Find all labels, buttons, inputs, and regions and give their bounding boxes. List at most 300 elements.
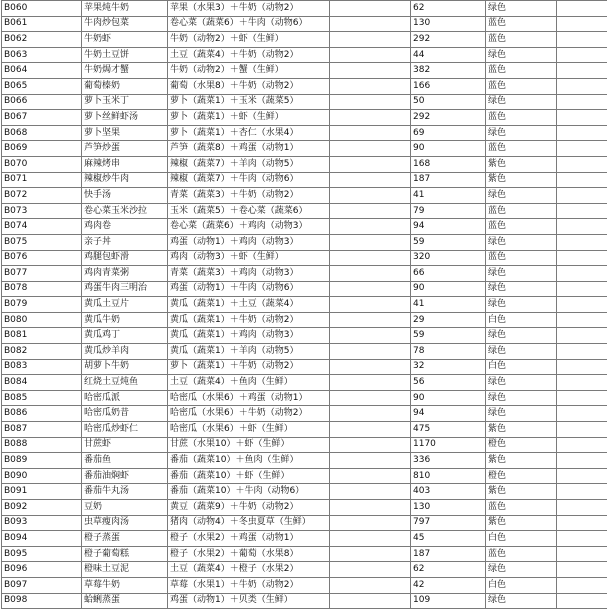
empty-cell[interactable] bbox=[557, 437, 607, 453]
recipe-price-cell[interactable]: 810 bbox=[411, 468, 486, 484]
table-row bbox=[2, 125, 607, 141]
recipe-color-cell[interactable]: 绿色 bbox=[486, 47, 557, 63]
recipe-formula-cell[interactable]: 葡萄（水果8）＋牛奶（动物2） bbox=[168, 78, 330, 94]
recipe-price-cell[interactable]: 166 bbox=[411, 78, 486, 94]
empty-cell[interactable] bbox=[330, 47, 411, 63]
empty-cell[interactable] bbox=[557, 484, 607, 500]
empty-cell[interactable] bbox=[557, 203, 607, 219]
empty-cell[interactable] bbox=[330, 125, 411, 141]
table-row bbox=[2, 312, 607, 328]
recipe-color-cell[interactable]: 绿色 bbox=[486, 234, 557, 250]
recipe-name-cell[interactable]: 番茄鱼 bbox=[82, 453, 168, 469]
empty-cell[interactable] bbox=[557, 468, 607, 484]
empty-cell[interactable] bbox=[330, 141, 411, 157]
table-row bbox=[2, 110, 607, 126]
recipe-name-cell[interactable]: 鸡蛋牛肉三明治 bbox=[82, 281, 168, 297]
recipe-id-cell[interactable]: B083 bbox=[2, 359, 82, 375]
recipe-id-cell[interactable]: B068 bbox=[2, 125, 82, 141]
recipe-name-cell[interactable]: 草莓牛奶 bbox=[82, 577, 168, 593]
empty-cell[interactable] bbox=[330, 484, 411, 500]
empty-cell[interactable] bbox=[330, 188, 411, 204]
recipe-price-cell[interactable]: 79 bbox=[411, 203, 486, 219]
empty-cell[interactable] bbox=[557, 32, 607, 48]
recipe-price-cell[interactable]: 90 bbox=[411, 281, 486, 297]
table-row bbox=[2, 78, 607, 94]
recipe-price-cell[interactable]: 94 bbox=[411, 406, 486, 422]
empty-cell[interactable] bbox=[330, 468, 411, 484]
recipe-formula-cell[interactable]: 黄瓜（蔬菜1）＋鸡肉（动物3） bbox=[168, 328, 330, 344]
recipe-id-cell[interactable]: B079 bbox=[2, 297, 82, 313]
table-row bbox=[2, 156, 607, 172]
recipe-name-cell[interactable]: 牛奶焗才蟹 bbox=[82, 63, 168, 79]
recipe-price-cell[interactable]: 59 bbox=[411, 234, 486, 250]
recipe-id-cell[interactable]: B098 bbox=[2, 593, 82, 609]
recipe-name-cell[interactable]: 苹果炖牛奶 bbox=[82, 1, 168, 17]
empty-cell[interactable] bbox=[557, 125, 607, 141]
recipe-name-cell[interactable]: 牛肉炒包菜 bbox=[82, 16, 168, 32]
recipe-name-cell[interactable]: 虫草瘦肉汤 bbox=[82, 515, 168, 531]
recipe-name-cell[interactable]: 亲子丼 bbox=[82, 234, 168, 250]
recipe-id-cell[interactable]: B085 bbox=[2, 390, 82, 406]
recipe-price-cell[interactable]: 797 bbox=[411, 515, 486, 531]
recipe-formula-cell[interactable]: 鸡蛋（动物1）＋鸡肉（动物3） bbox=[168, 234, 330, 250]
empty-cell[interactable] bbox=[557, 344, 607, 360]
recipe-id-cell[interactable]: B095 bbox=[2, 546, 82, 562]
recipe-id-cell[interactable]: B097 bbox=[2, 577, 82, 593]
recipe-price-cell[interactable]: 292 bbox=[411, 32, 486, 48]
recipe-id-cell[interactable]: B062 bbox=[2, 32, 82, 48]
recipe-color-cell[interactable]: 白色 bbox=[486, 531, 557, 547]
recipe-price-cell[interactable]: 187 bbox=[411, 546, 486, 562]
recipe-id-cell[interactable]: B086 bbox=[2, 406, 82, 422]
recipe-name-cell[interactable]: 黄瓜土豆片 bbox=[82, 297, 168, 313]
recipe-id-cell[interactable]: B076 bbox=[2, 250, 82, 266]
recipe-table-body bbox=[2, 1, 607, 609]
empty-cell[interactable] bbox=[330, 203, 411, 219]
recipe-price-cell[interactable]: 41 bbox=[411, 297, 486, 313]
table-row bbox=[2, 94, 607, 110]
empty-cell[interactable] bbox=[330, 390, 411, 406]
recipe-formula-cell[interactable]: 黄瓜（蔬菜1）＋牛奶（动物2） bbox=[168, 312, 330, 328]
recipe-price-cell[interactable]: 130 bbox=[411, 500, 486, 516]
empty-cell[interactable] bbox=[557, 593, 607, 609]
empty-cell[interactable] bbox=[330, 219, 411, 235]
recipe-formula-cell[interactable]: 黄瓜（蔬菜1）＋羊肉（动物5） bbox=[168, 344, 330, 360]
recipe-color-cell[interactable]: 紫色 bbox=[486, 484, 557, 500]
empty-cell[interactable] bbox=[330, 94, 411, 110]
recipe-formula-cell[interactable]: 卷心菜（蔬菜6）＋鸡肉（动物3） bbox=[168, 219, 330, 235]
recipe-name-cell[interactable]: 橙味土豆泥 bbox=[82, 562, 168, 578]
recipe-formula-cell[interactable]: 苹果（水果3）＋牛奶（动物2） bbox=[168, 1, 330, 17]
empty-cell[interactable] bbox=[330, 515, 411, 531]
recipe-name-cell[interactable]: 萝卜坚果 bbox=[82, 125, 168, 141]
empty-cell[interactable] bbox=[330, 500, 411, 516]
table-row bbox=[2, 32, 607, 48]
recipe-price-cell[interactable]: 292 bbox=[411, 110, 486, 126]
recipe-name-cell[interactable]: 番茄牛丸汤 bbox=[82, 484, 168, 500]
recipe-color-cell[interactable]: 绿色 bbox=[486, 344, 557, 360]
recipe-color-cell[interactable]: 紫色 bbox=[486, 156, 557, 172]
empty-cell[interactable] bbox=[557, 328, 607, 344]
recipe-id-cell[interactable]: B075 bbox=[2, 234, 82, 250]
empty-cell[interactable] bbox=[557, 297, 607, 313]
empty-cell[interactable] bbox=[330, 453, 411, 469]
empty-cell[interactable] bbox=[330, 344, 411, 360]
empty-cell[interactable] bbox=[557, 94, 607, 110]
recipe-id-cell[interactable]: B065 bbox=[2, 78, 82, 94]
empty-cell[interactable] bbox=[330, 297, 411, 313]
recipe-id-cell[interactable]: B081 bbox=[2, 328, 82, 344]
empty-cell[interactable] bbox=[557, 156, 607, 172]
recipe-formula-cell[interactable]: 哈密瓜（水果6）＋虾（生鲜） bbox=[168, 422, 330, 438]
recipe-id-cell[interactable]: B096 bbox=[2, 562, 82, 578]
recipe-price-cell[interactable]: 45 bbox=[411, 531, 486, 547]
empty-cell[interactable] bbox=[557, 515, 607, 531]
recipe-id-cell[interactable]: B088 bbox=[2, 437, 82, 453]
table-row bbox=[2, 172, 607, 188]
recipe-formula-cell[interactable]: 萝卜（蔬菜1）＋杏仁（水果4） bbox=[168, 125, 330, 141]
empty-cell[interactable] bbox=[557, 266, 607, 282]
recipe-formula-cell[interactable]: 芦笋（蔬菜8）＋鸡蛋（动物1） bbox=[168, 141, 330, 157]
empty-cell[interactable] bbox=[557, 577, 607, 593]
recipe-name-cell[interactable]: 牛奶土豆饼 bbox=[82, 47, 168, 63]
recipe-id-cell[interactable]: B092 bbox=[2, 500, 82, 516]
recipe-color-cell[interactable]: 绿色 bbox=[486, 593, 557, 609]
empty-cell[interactable] bbox=[557, 47, 607, 63]
table-row bbox=[2, 266, 607, 282]
recipe-id-cell[interactable]: B093 bbox=[2, 515, 82, 531]
empty-cell[interactable] bbox=[330, 110, 411, 126]
table-row bbox=[2, 422, 607, 438]
recipe-color-cell[interactable]: 紫色 bbox=[486, 515, 557, 531]
recipe-name-cell[interactable]: 甘蔗虾 bbox=[82, 437, 168, 453]
empty-cell[interactable] bbox=[330, 172, 411, 188]
recipe-id-cell[interactable]: B070 bbox=[2, 156, 82, 172]
recipe-name-cell[interactable]: 红烧土豆炖鱼 bbox=[82, 375, 168, 391]
recipe-price-cell[interactable]: 187 bbox=[411, 172, 486, 188]
recipe-price-cell[interactable]: 130 bbox=[411, 16, 486, 32]
recipe-color-cell[interactable]: 紫色 bbox=[486, 453, 557, 469]
recipe-id-cell[interactable]: B080 bbox=[2, 312, 82, 328]
recipe-formula-cell[interactable]: 鸡蛋（动物1）＋牛肉（动物6） bbox=[168, 281, 330, 297]
recipe-formula-cell[interactable]: 甘蔗（水果10）＋虾（生鲜） bbox=[168, 437, 330, 453]
recipe-color-cell[interactable]: 蓝色 bbox=[486, 78, 557, 94]
empty-cell[interactable] bbox=[330, 375, 411, 391]
empty-cell[interactable] bbox=[557, 78, 607, 94]
empty-cell[interactable] bbox=[557, 531, 607, 547]
recipe-name-cell[interactable]: 麻辣烤串 bbox=[82, 156, 168, 172]
recipe-formula-cell[interactable]: 橙子（水果2）＋葡萄（水果8） bbox=[168, 546, 330, 562]
recipe-color-cell[interactable]: 蓝色 bbox=[486, 63, 557, 79]
empty-cell[interactable] bbox=[557, 172, 607, 188]
recipe-color-cell[interactable]: 绿色 bbox=[486, 375, 557, 391]
recipe-price-cell[interactable]: 29 bbox=[411, 312, 486, 328]
recipe-formula-cell[interactable]: 牛奶（动物2）＋蟹（生鲜） bbox=[168, 63, 330, 79]
table-row bbox=[2, 328, 607, 344]
recipe-price-cell[interactable]: 403 bbox=[411, 484, 486, 500]
empty-cell[interactable] bbox=[557, 219, 607, 235]
recipe-color-cell[interactable]: 绿色 bbox=[486, 125, 557, 141]
empty-cell[interactable] bbox=[557, 110, 607, 126]
recipe-name-cell[interactable]: 芦笋炒蛋 bbox=[82, 141, 168, 157]
empty-cell[interactable] bbox=[330, 78, 411, 94]
recipe-id-cell[interactable]: B073 bbox=[2, 203, 82, 219]
recipe-id-cell[interactable]: B090 bbox=[2, 468, 82, 484]
recipe-id-cell[interactable]: B061 bbox=[2, 16, 82, 32]
table-row bbox=[2, 47, 607, 63]
recipe-color-cell[interactable]: 绿色 bbox=[486, 281, 557, 297]
empty-cell[interactable] bbox=[330, 546, 411, 562]
recipe-price-cell[interactable]: 42 bbox=[411, 577, 486, 593]
recipe-price-cell[interactable]: 109 bbox=[411, 593, 486, 609]
empty-cell[interactable] bbox=[557, 188, 607, 204]
table-row bbox=[2, 468, 607, 484]
recipe-color-cell[interactable]: 绿色 bbox=[486, 328, 557, 344]
recipe-id-cell[interactable]: B082 bbox=[2, 344, 82, 360]
recipe-color-cell[interactable]: 蓝色 bbox=[486, 16, 557, 32]
recipe-color-cell[interactable]: 蓝色 bbox=[486, 500, 557, 516]
empty-cell[interactable] bbox=[557, 406, 607, 422]
table-row bbox=[2, 390, 607, 406]
recipe-name-cell[interactable]: 萝卜丝鲜虾汤 bbox=[82, 110, 168, 126]
table-row bbox=[2, 219, 607, 235]
recipe-price-cell[interactable]: 66 bbox=[411, 266, 486, 282]
empty-cell[interactable] bbox=[330, 328, 411, 344]
recipe-color-cell[interactable]: 绿色 bbox=[486, 297, 557, 313]
recipe-id-cell[interactable]: B078 bbox=[2, 281, 82, 297]
recipe-color-cell[interactable]: 蓝色 bbox=[486, 219, 557, 235]
table-row bbox=[2, 515, 607, 531]
empty-cell[interactable] bbox=[557, 359, 607, 375]
recipe-name-cell[interactable]: 黄瓜牛奶 bbox=[82, 312, 168, 328]
empty-cell[interactable] bbox=[330, 562, 411, 578]
recipe-formula-cell[interactable]: 哈密瓜（水果6）＋鸡蛋（动物1） bbox=[168, 390, 330, 406]
recipe-id-cell[interactable]: B077 bbox=[2, 266, 82, 282]
recipe-color-cell[interactable]: 白色 bbox=[486, 359, 557, 375]
recipe-color-cell[interactable]: 蓝色 bbox=[486, 546, 557, 562]
recipe-id-cell[interactable]: B071 bbox=[2, 172, 82, 188]
recipe-id-cell[interactable]: B063 bbox=[2, 47, 82, 63]
recipe-price-cell[interactable]: 62 bbox=[411, 1, 486, 17]
empty-cell[interactable] bbox=[330, 266, 411, 282]
table-row bbox=[2, 453, 607, 469]
recipe-name-cell[interactable]: 卷心菜玉米沙拉 bbox=[82, 203, 168, 219]
empty-cell[interactable] bbox=[557, 234, 607, 250]
empty-cell[interactable] bbox=[557, 312, 607, 328]
recipe-formula-cell[interactable]: 草莓（水果1）＋牛奶（动物2） bbox=[168, 577, 330, 593]
recipe-color-cell[interactable]: 蓝色 bbox=[486, 203, 557, 219]
recipe-formula-cell[interactable]: 青菜（蔬菜3）＋牛奶（动物2） bbox=[168, 188, 330, 204]
empty-cell[interactable] bbox=[330, 531, 411, 547]
recipe-price-cell[interactable]: 94 bbox=[411, 219, 486, 235]
recipe-table bbox=[1, 0, 607, 609]
recipe-name-cell[interactable]: 牛奶虾 bbox=[82, 32, 168, 48]
table-row bbox=[2, 531, 607, 547]
empty-cell[interactable] bbox=[557, 281, 607, 297]
recipe-price-cell[interactable]: 32 bbox=[411, 359, 486, 375]
recipe-formula-cell[interactable]: 黄豆（蔬菜9）＋牛奶（动物2） bbox=[168, 500, 330, 516]
empty-cell[interactable] bbox=[330, 1, 411, 17]
recipe-id-cell[interactable]: B067 bbox=[2, 110, 82, 126]
recipe-name-cell[interactable]: 鸡肉卷 bbox=[82, 219, 168, 235]
recipe-price-cell[interactable]: 90 bbox=[411, 141, 486, 157]
recipe-id-cell[interactable]: B074 bbox=[2, 219, 82, 235]
recipe-price-cell[interactable]: 90 bbox=[411, 390, 486, 406]
recipe-color-cell[interactable]: 绿色 bbox=[486, 266, 557, 282]
recipe-price-cell[interactable]: 1170 bbox=[411, 437, 486, 453]
recipe-color-cell[interactable]: 紫色 bbox=[486, 422, 557, 438]
recipe-color-cell[interactable]: 绿色 bbox=[486, 94, 557, 110]
recipe-name-cell[interactable]: 鸡肉青菜粥 bbox=[82, 266, 168, 282]
recipe-name-cell[interactable]: 黄瓜炒羊肉 bbox=[82, 344, 168, 360]
empty-cell[interactable] bbox=[330, 32, 411, 48]
recipe-name-cell[interactable]: 番茄油焖虾 bbox=[82, 468, 168, 484]
recipe-formula-cell[interactable]: 土豆（蔬菜4）＋鱼肉（生鲜） bbox=[168, 375, 330, 391]
recipe-price-cell[interactable]: 475 bbox=[411, 422, 486, 438]
recipe-formula-cell[interactable]: 萝卜（蔬菜1）＋虾（生鲜） bbox=[168, 110, 330, 126]
empty-cell[interactable] bbox=[330, 63, 411, 79]
empty-cell[interactable] bbox=[330, 156, 411, 172]
empty-cell[interactable] bbox=[330, 422, 411, 438]
recipe-formula-cell[interactable]: 猪肉（动物4）＋冬虫夏草（生鲜） bbox=[168, 515, 330, 531]
recipe-formula-cell[interactable]: 哈密瓜（水果6）＋牛奶（动物2） bbox=[168, 406, 330, 422]
empty-cell[interactable] bbox=[557, 500, 607, 516]
recipe-formula-cell[interactable]: 辣椒（蔬菜7）＋牛肉（动物6） bbox=[168, 172, 330, 188]
recipe-color-cell[interactable]: 绿色 bbox=[486, 188, 557, 204]
table-row bbox=[2, 188, 607, 204]
recipe-formula-cell[interactable]: 辣椒（蔬菜7）＋羊肉（动物5） bbox=[168, 156, 330, 172]
recipe-name-cell[interactable]: 快手汤 bbox=[82, 188, 168, 204]
recipe-formula-cell[interactable]: 鸡蛋（动物1）＋贝类（生鲜） bbox=[168, 593, 330, 609]
empty-cell[interactable] bbox=[330, 593, 411, 609]
recipe-formula-cell[interactable]: 鸡肉（动物3）＋虾（生鲜） bbox=[168, 250, 330, 266]
recipe-color-cell[interactable]: 绿色 bbox=[486, 406, 557, 422]
recipe-name-cell[interactable]: 豆奶 bbox=[82, 500, 168, 516]
table-row bbox=[2, 437, 607, 453]
empty-cell[interactable] bbox=[557, 63, 607, 79]
recipe-formula-cell[interactable]: 卷心菜（蔬菜6）＋牛肉（动物6） bbox=[168, 16, 330, 32]
recipe-color-cell[interactable]: 绿色 bbox=[486, 390, 557, 406]
recipe-color-cell[interactable]: 绿色 bbox=[486, 1, 557, 17]
empty-cell[interactable] bbox=[557, 390, 607, 406]
recipe-formula-cell[interactable]: 土豆（蔬菜4）＋牛奶（动物2） bbox=[168, 47, 330, 63]
recipe-price-cell[interactable]: 62 bbox=[411, 562, 486, 578]
empty-cell[interactable] bbox=[557, 141, 607, 157]
recipe-name-cell[interactable]: 蛤蜊蒸蛋 bbox=[82, 593, 168, 609]
recipe-id-cell[interactable]: B066 bbox=[2, 94, 82, 110]
recipe-id-cell[interactable]: B064 bbox=[2, 63, 82, 79]
empty-cell[interactable] bbox=[557, 546, 607, 562]
table-row bbox=[2, 297, 607, 313]
recipe-color-cell[interactable]: 蓝色 bbox=[486, 250, 557, 266]
recipe-price-cell[interactable]: 382 bbox=[411, 63, 486, 79]
empty-cell[interactable] bbox=[557, 375, 607, 391]
recipe-formula-cell[interactable]: 牛奶（动物2）＋虾（生鲜） bbox=[168, 32, 330, 48]
recipe-price-cell[interactable]: 44 bbox=[411, 47, 486, 63]
recipe-price-cell[interactable]: 69 bbox=[411, 125, 486, 141]
empty-cell[interactable] bbox=[557, 562, 607, 578]
empty-cell[interactable] bbox=[330, 312, 411, 328]
recipe-formula-cell[interactable]: 萝卜（蔬菜1）＋牛奶（动物2） bbox=[168, 359, 330, 375]
table-row bbox=[2, 250, 607, 266]
empty-cell[interactable] bbox=[330, 437, 411, 453]
recipe-id-cell[interactable]: B091 bbox=[2, 484, 82, 500]
recipe-price-cell[interactable]: 168 bbox=[411, 156, 486, 172]
recipe-id-cell[interactable]: B094 bbox=[2, 531, 82, 547]
empty-cell[interactable] bbox=[330, 406, 411, 422]
recipe-color-cell[interactable]: 橙色 bbox=[486, 437, 557, 453]
recipe-id-cell[interactable]: B072 bbox=[2, 188, 82, 204]
empty-cell[interactable] bbox=[557, 422, 607, 438]
recipe-name-cell[interactable]: 哈密瓜炒虾仁 bbox=[82, 422, 168, 438]
empty-cell[interactable] bbox=[330, 16, 411, 32]
recipe-id-cell[interactable]: B060 bbox=[2, 1, 82, 17]
recipe-formula-cell[interactable]: 玉米（蔬菜5）＋卷心菜（蔬菜6） bbox=[168, 203, 330, 219]
recipe-price-cell[interactable]: 41 bbox=[411, 188, 486, 204]
recipe-formula-cell[interactable]: 橙子（水果2）＋鸡蛋（动物1） bbox=[168, 531, 330, 547]
empty-cell[interactable] bbox=[330, 250, 411, 266]
recipe-formula-cell[interactable]: 番茄（蔬菜10）＋鱼肉（生鲜） bbox=[168, 453, 330, 469]
recipe-color-cell[interactable]: 白色 bbox=[486, 312, 557, 328]
empty-cell[interactable] bbox=[330, 359, 411, 375]
recipe-price-cell[interactable]: 56 bbox=[411, 375, 486, 391]
table-row bbox=[2, 546, 607, 562]
empty-cell[interactable] bbox=[330, 234, 411, 250]
table-row bbox=[2, 344, 607, 360]
recipe-id-cell[interactable]: B084 bbox=[2, 375, 82, 391]
recipe-formula-cell[interactable]: 番茄（蔬菜10）＋牛肉（动物6） bbox=[168, 484, 330, 500]
recipe-price-cell[interactable]: 78 bbox=[411, 344, 486, 360]
table-row bbox=[2, 63, 607, 79]
empty-cell[interactable] bbox=[330, 577, 411, 593]
empty-cell[interactable] bbox=[557, 250, 607, 266]
recipe-formula-cell[interactable]: 萝卜（蔬菜1）＋玉米（蔬菜5） bbox=[168, 94, 330, 110]
recipe-name-cell[interactable]: 橙子葡萄糕 bbox=[82, 546, 168, 562]
recipe-color-cell[interactable]: 白色 bbox=[486, 577, 557, 593]
recipe-name-cell[interactable]: 橙子蒸蛋 bbox=[82, 531, 168, 547]
recipe-name-cell[interactable]: 辣椒炒牛肉 bbox=[82, 172, 168, 188]
recipe-name-cell[interactable]: 葡萄榛奶 bbox=[82, 78, 168, 94]
recipe-name-cell[interactable]: 胡萝卜牛奶 bbox=[82, 359, 168, 375]
recipe-name-cell[interactable]: 鸡腿包虾滑 bbox=[82, 250, 168, 266]
empty-cell[interactable] bbox=[330, 281, 411, 297]
recipe-formula-cell[interactable]: 黄瓜（蔬菜1）＋土豆（蔬菜4） bbox=[168, 297, 330, 313]
recipe-formula-cell[interactable]: 青菜（蔬菜3）＋鸡肉（动物3） bbox=[168, 266, 330, 282]
recipe-price-cell[interactable]: 59 bbox=[411, 328, 486, 344]
recipe-color-cell[interactable]: 绿色 bbox=[486, 562, 557, 578]
empty-cell[interactable] bbox=[557, 453, 607, 469]
recipe-name-cell[interactable]: 哈密瓜奶昔 bbox=[82, 406, 168, 422]
recipe-color-cell[interactable]: 蓝色 bbox=[486, 110, 557, 126]
recipe-id-cell[interactable]: B087 bbox=[2, 422, 82, 438]
recipe-price-cell[interactable]: 336 bbox=[411, 453, 486, 469]
empty-cell[interactable] bbox=[557, 1, 607, 17]
recipe-name-cell[interactable]: 萝卜玉米丁 bbox=[82, 94, 168, 110]
recipe-id-cell[interactable]: B089 bbox=[2, 453, 82, 469]
recipe-price-cell[interactable]: 320 bbox=[411, 250, 486, 266]
recipe-color-cell[interactable]: 蓝色 bbox=[486, 32, 557, 48]
recipe-price-cell[interactable]: 50 bbox=[411, 94, 486, 110]
recipe-name-cell[interactable]: 黄瓜鸡丁 bbox=[82, 328, 168, 344]
recipe-formula-cell[interactable]: 番茄（蔬菜10）＋虾（生鲜） bbox=[168, 468, 330, 484]
recipe-id-cell[interactable]: B069 bbox=[2, 141, 82, 157]
recipe-color-cell[interactable]: 紫色 bbox=[486, 172, 557, 188]
recipe-color-cell[interactable]: 橙色 bbox=[486, 468, 557, 484]
recipe-formula-cell[interactable]: 土豆（蔬菜4）＋橙子（水果2） bbox=[168, 562, 330, 578]
empty-cell[interactable] bbox=[557, 16, 607, 32]
recipe-color-cell[interactable]: 蓝色 bbox=[486, 141, 557, 157]
recipe-name-cell[interactable]: 哈密瓜派 bbox=[82, 390, 168, 406]
